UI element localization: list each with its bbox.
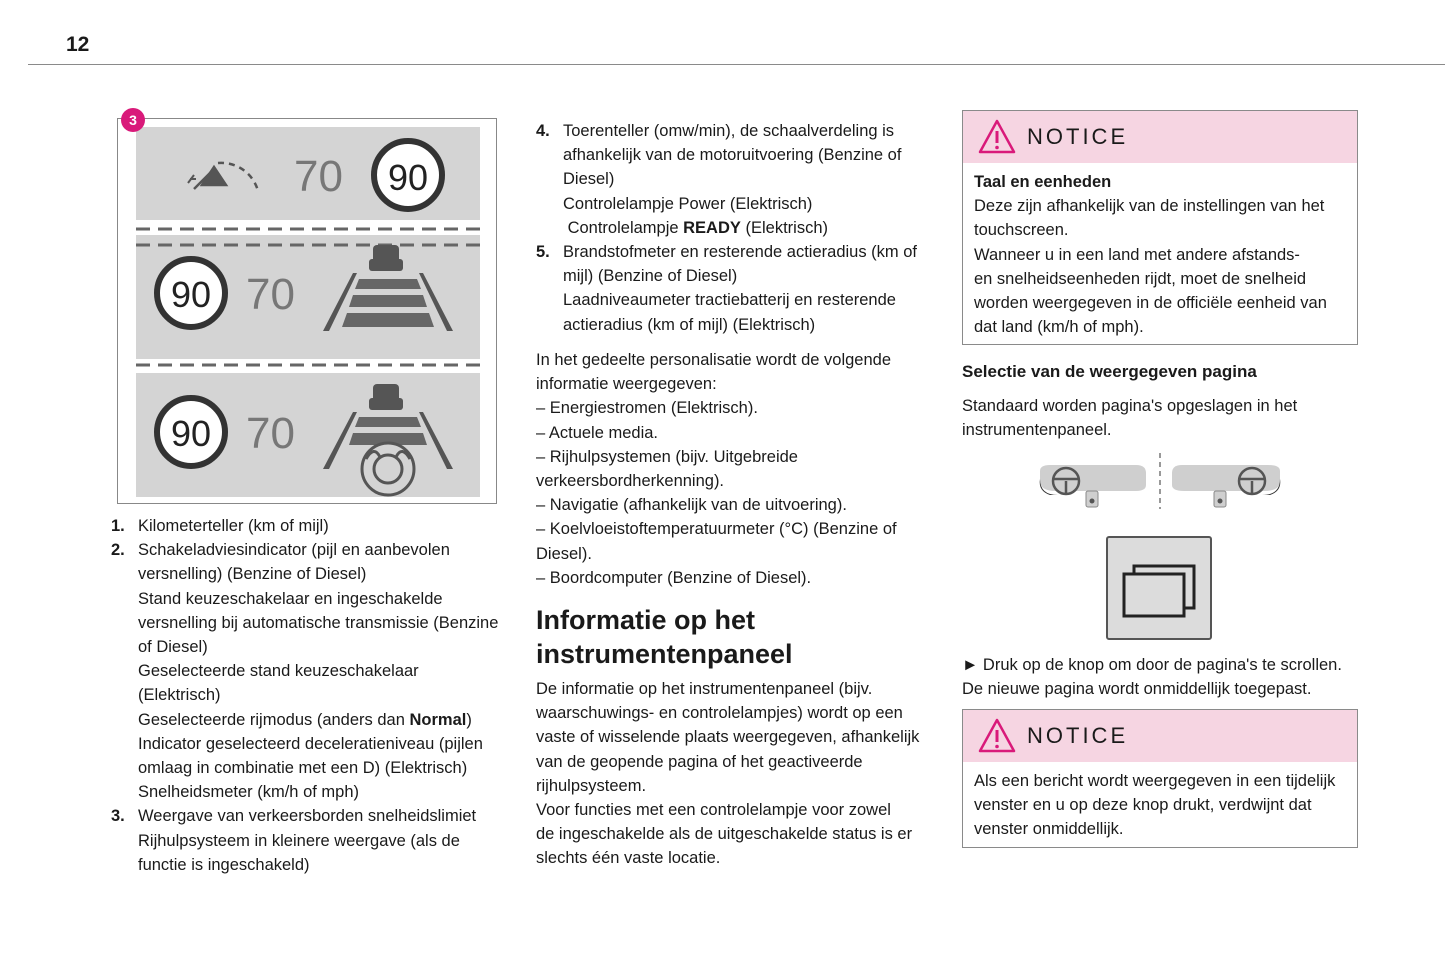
notice-body: Als een bericht wordt weergegeven in een tijdelijk venster en u op deze knop drukt, verdwijnt dat venster onmiddellijk. (974, 772, 1336, 839)
list-item: 1. Kilometerteller (km of mijl) (111, 517, 329, 535)
notice-box-units (962, 110, 1358, 345)
notice-header (963, 710, 1357, 762)
panel-sign-3: 90 (170, 413, 212, 454)
notice-title: NOTICE (1027, 124, 1129, 149)
selection-body: Standaard worden pagina's opgeslagen in het instrumentenpaneel. (962, 397, 1298, 440)
figure-badge: 3 (121, 108, 145, 132)
panel-sign-1: 90 (387, 157, 429, 198)
selection-heading: Selectie van de weergegeven pagina (962, 362, 1257, 381)
drive-mode-line: Geselecteerde rijmodus (anders dan Normal) (138, 710, 472, 729)
warning-icon (977, 118, 1017, 156)
page-number: 12 (66, 33, 90, 56)
selection-instruction: ► Druk op de knop om door de pagina's te scrollen. De nieuwe pagina wordt onmiddellijk toegepast. (962, 656, 1342, 699)
notice-body: Taal en eenheden Deze zijn afhankelijk van de instellingen van het touchscreen. Wanneer u in een land met andere afstands- en snelheidseenheden rijdt, moet de snelheid worden weergegeven in de officiële eenheid van dat land (km/h of mph). (963, 163, 1357, 344)
panel-sign-2: 90 (170, 274, 212, 315)
ready-line: Controlelampje READY (Elektrisch) (563, 218, 828, 237)
pages-icon (1108, 538, 1210, 638)
panel-speed-1: 70 (294, 152, 343, 201)
list-item: 2. Schakeladviesindicator (pijl en aanbevolen versnelling) (Benzine of Diesel) Stand keuzeschakelaar en ingeschakelde versnelling bij automatische transmissie (Benzine of Diesel) Geselecteerde stand keuzeschakelaar (Elektrisch) Geselecteerde rijmodus (anders dan Normal) Indicator geselecteerd deceleratieniveau (pijlen omlaag in combinatie met een D) (Elektrisch) Snelheidsmeter (km/h of mph) (111, 538, 511, 804)
panel-speed-3: 70 (246, 409, 295, 458)
instrument-illustration (118, 119, 496, 503)
header-rule (28, 64, 1445, 65)
legend-list-middle (536, 119, 936, 337)
notice-box-message (962, 709, 1358, 848)
notice-header (963, 111, 1357, 163)
warning-icon (977, 717, 1017, 755)
list-item: 3. Weergave van verkeersborden snelheidslimiet Rijhulpsysteem in kleinere weergave (als de functie is ingeschakeld) (111, 807, 477, 874)
legend-list-left (111, 514, 511, 877)
panel-speed-2: 70 (246, 270, 295, 319)
steering-wheel-right-icon (1172, 465, 1280, 507)
instrument-figure (117, 118, 497, 504)
notice-title: NOTICE (1027, 723, 1129, 748)
section-body: De informatie op het instrumentenpaneel (bijv. waarschuwings- en controlelampjes) wordt op een vaste of wisselende plaats weergegeven, afhankelijk van de geopende pagina of het geactiveerde rijhulpsysteem. Voor functies met een controlelampje voor zowel de ingeschakelde als de uitgeschakelde status is er slechts één vaste locatie. (536, 680, 920, 868)
page-scroll-button[interactable] (1106, 536, 1212, 640)
section-heading: Informatie op het instrumentenpaneel (536, 605, 793, 669)
list-item: 5. Brandstofmeter en resterende actieradius (km of mijl) (Benzine of Diesel) Laadniveaumeter tractiebatterij en resterende actieradius (km of mijl) (Elektrisch) (536, 243, 918, 334)
list-item: 4. Toerenteller (omw/min), de schaalverdeling is afhankelijk van de motoruitvoering (Benzine of Diesel) Controlelampje Power (Elektrisch) Controlelampje READY (Elektrisch) (536, 119, 936, 240)
notice-heading: Taal en eenheden (974, 173, 1112, 191)
personalisation-paragraph: In het gedeelte personalisatie wordt de volgende informatie weergegeven: – Energiestromen (Elektrisch). – Actuele media. – Rijhulpsystemen (bijv. Uitgebreide verkeersbordherkenning). – Navigatie (afhankelijk van de uitvoering). – Koelvloeistoftemperatuurmeter (°C) (Benzine of Diesel). – Boordcomputer (Benzine of Diesel). (536, 351, 897, 587)
steering-wheel-left-icon (1040, 465, 1146, 507)
steering-wheel-controls-figure (1036, 451, 1286, 513)
